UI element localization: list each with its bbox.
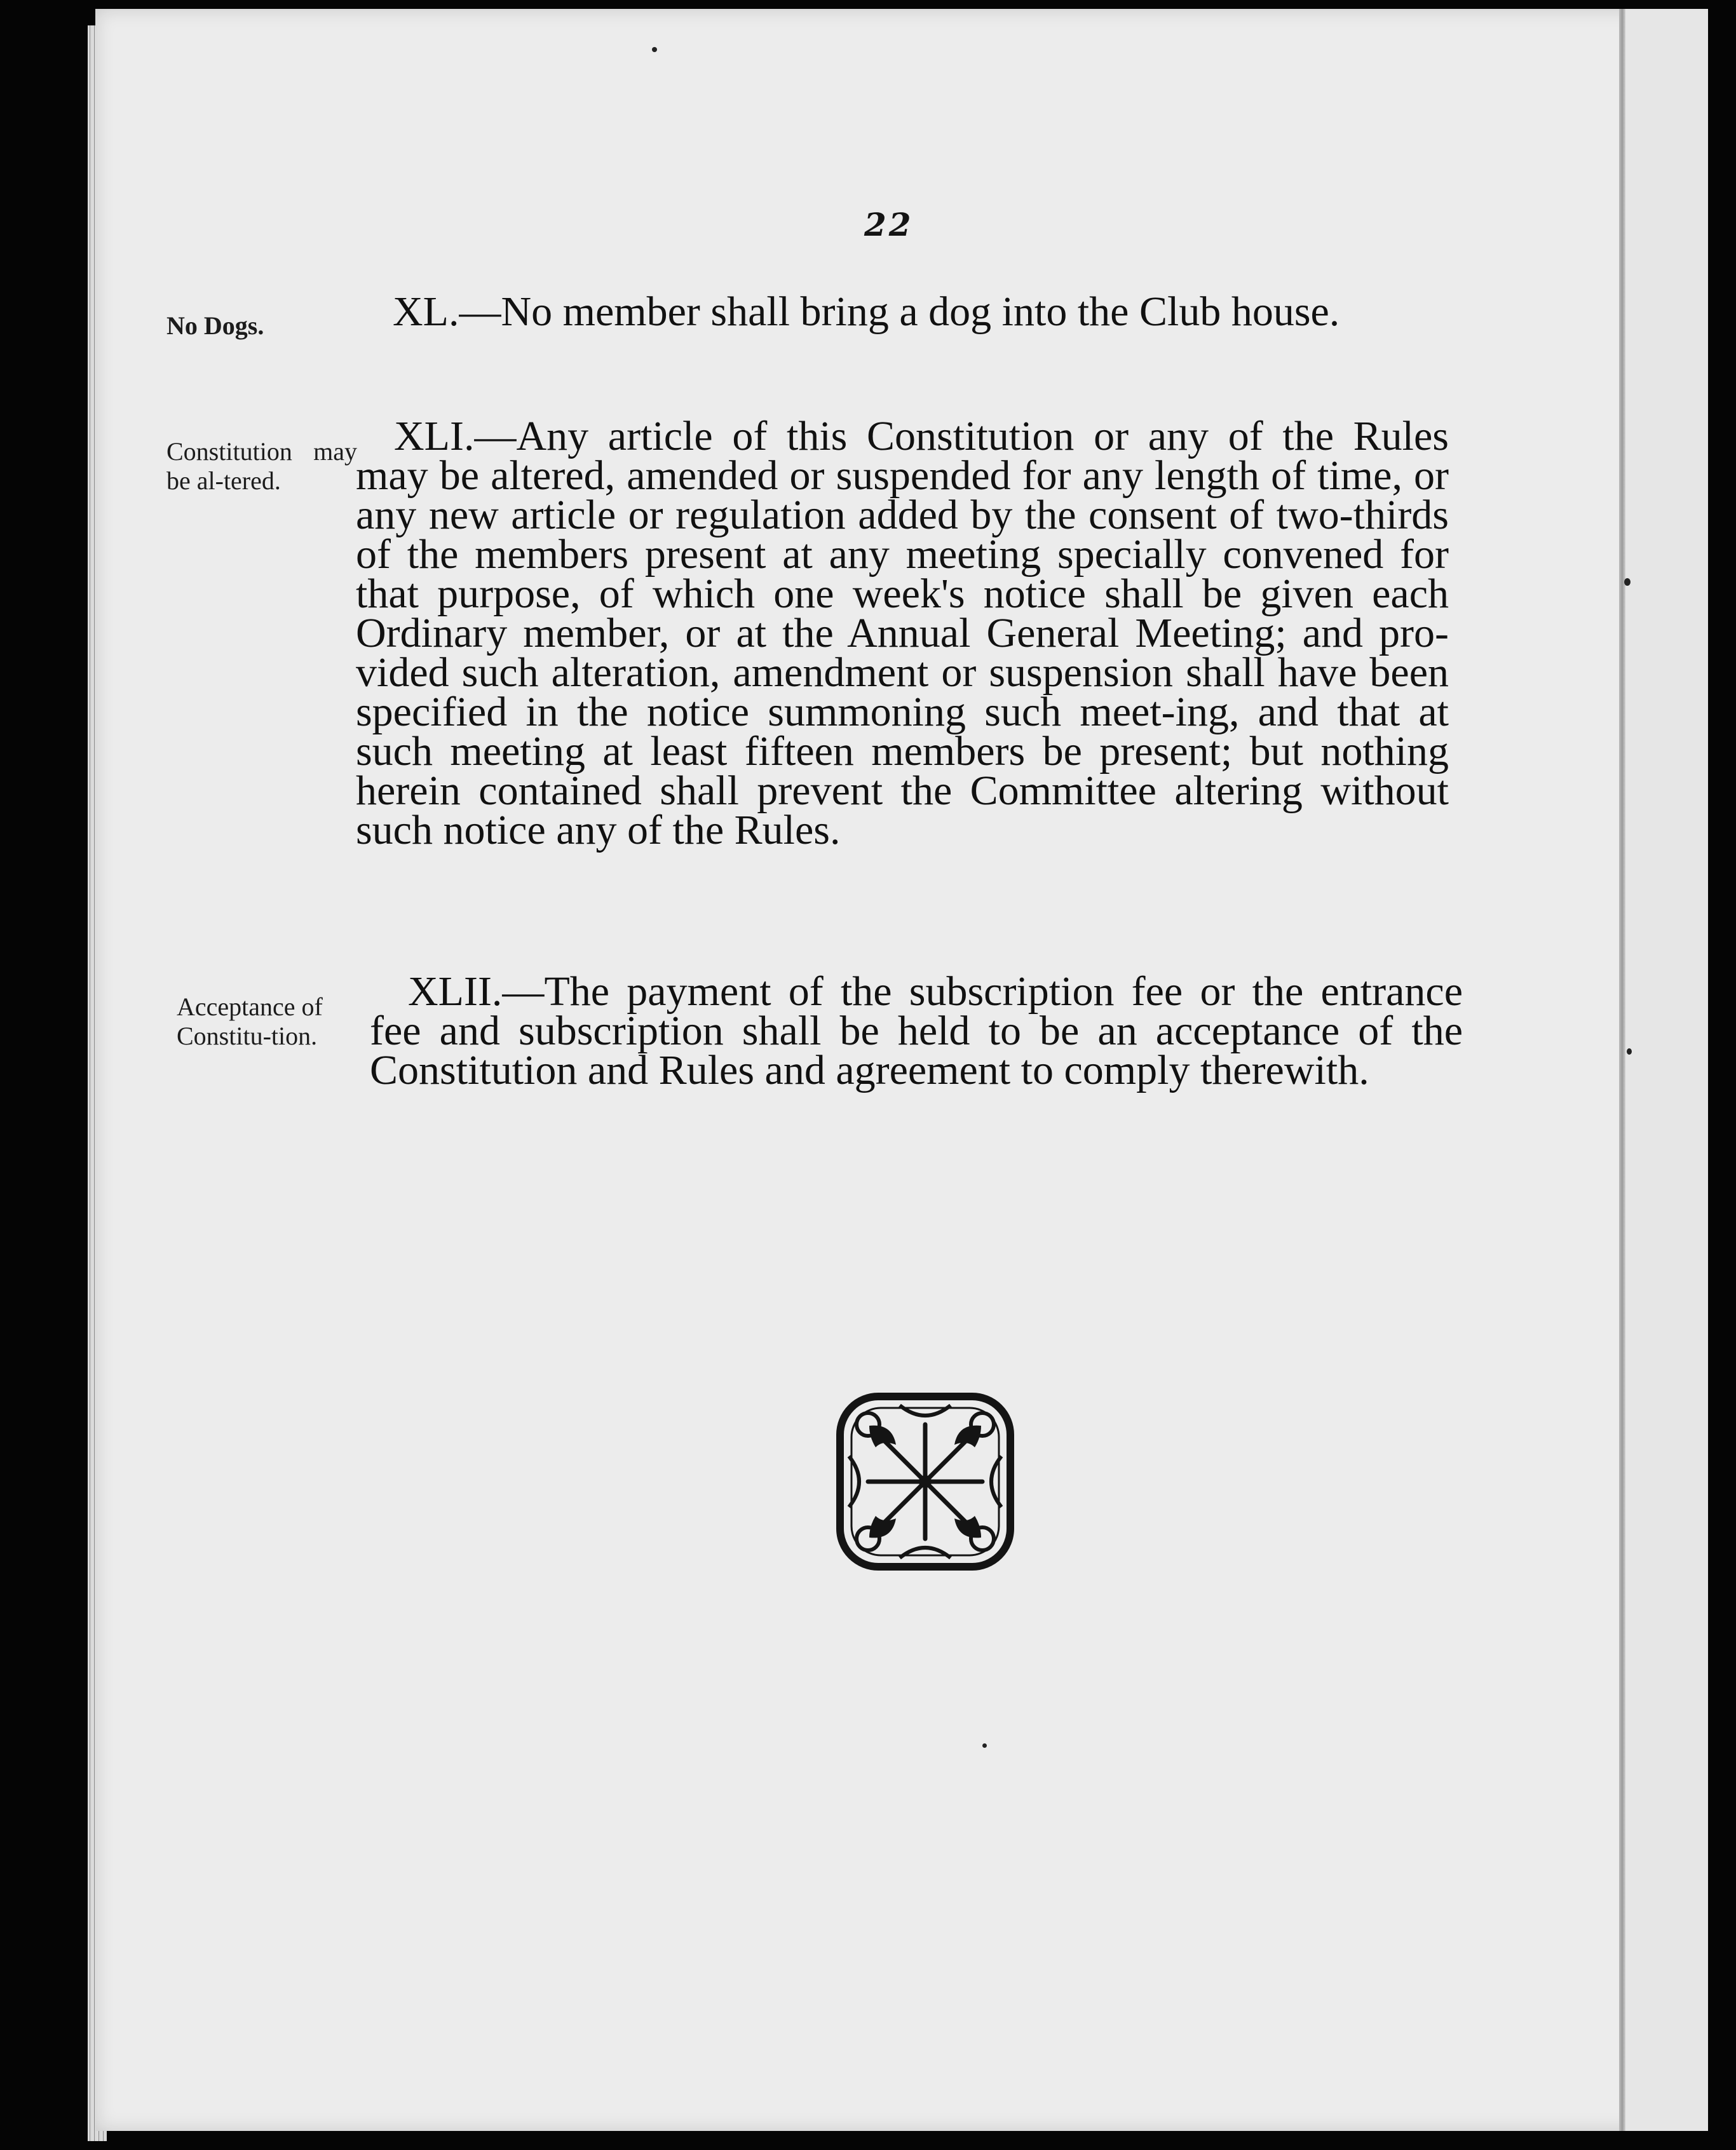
article-xlii bbox=[370, 968, 1463, 1093]
floral-cross-ornament-icon bbox=[830, 1386, 1021, 1577]
article-xl bbox=[355, 288, 1441, 335]
page-number: 22 bbox=[864, 206, 914, 243]
dust-speck bbox=[982, 1743, 987, 1748]
article-numeral: XLI.— bbox=[394, 413, 517, 459]
article-xli bbox=[356, 413, 1449, 853]
side-note-constitution-altered: Constitution may be al-tered. bbox=[166, 437, 357, 495]
article-text: The payment of the subscription fee or the entrance fee and subscription shall be held to be an acceptance of the Constitution and Rules and agreement to comply therewith. bbox=[370, 968, 1463, 1093]
dust-speck bbox=[1627, 1048, 1632, 1055]
facing-page-edge bbox=[1625, 9, 1708, 2131]
dust-speck bbox=[652, 47, 657, 52]
dust-speck bbox=[1624, 578, 1631, 586]
article-text: No member shall bring a dog into the Club house. bbox=[501, 288, 1340, 335]
article-numeral: XLII.— bbox=[408, 968, 545, 1015]
article-text: Any article of this Constitution or any of the Rules may be altered, amended or suspended for any length of time, or any new article or regulation added by the consent of two-thirds of the members present at any meeting specially convened for that purpose, of which one week's notice shall be given each Ordinary member, or at the Annual General Meeting; and pro-vided such alteration, amendment or suspension shall have been specified in the notice summoning such meet-ing, and that at such meeting at least fifteen members be present; but nothing herein contained shall prevent the Committee altering without such notice any of the Rules. bbox=[356, 413, 1449, 853]
side-note-no-dogs: No Dogs. bbox=[166, 311, 264, 340]
side-note-acceptance: Acceptance of Constitu-tion. bbox=[177, 992, 323, 1050]
book-gutter bbox=[1619, 9, 1625, 2131]
article-numeral: XL.— bbox=[393, 288, 501, 335]
